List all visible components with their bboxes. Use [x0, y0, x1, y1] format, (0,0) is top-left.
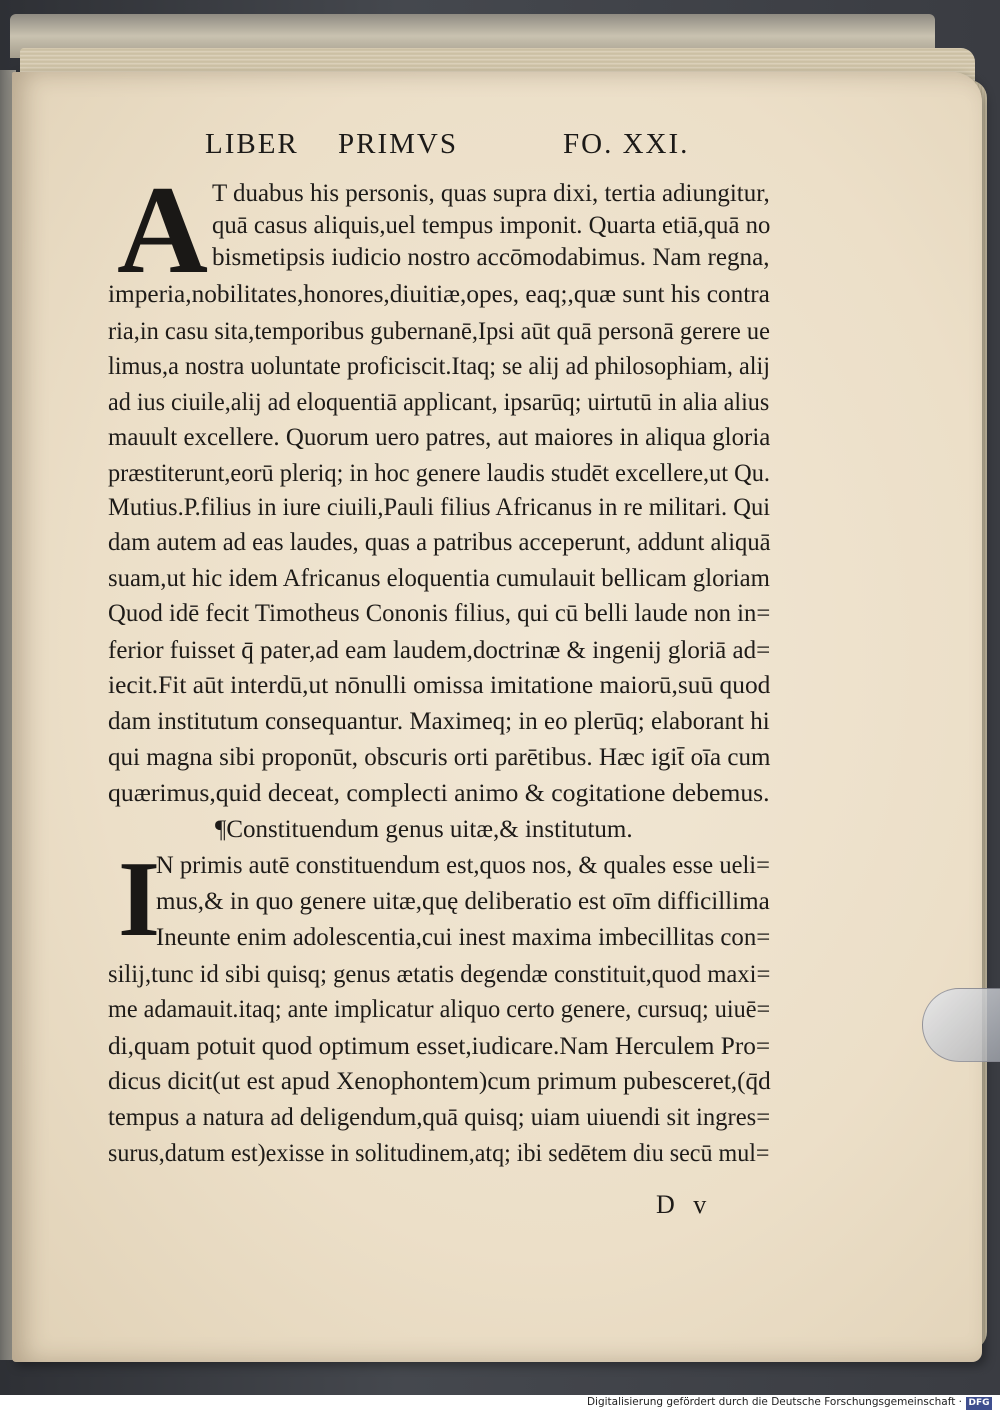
- text-line: dam autem ad eas laudes, quas a patribus acceperunt, addunt aliquā: [108, 529, 771, 556]
- text-line: iecit.Fit aūt interdū,ut nōnulli omissa imitatione maiorū,suū quod: [108, 672, 771, 699]
- text-line: qui magna sibi proponūt, obscuris orti parētibus. Hæc igit̄ oīa cum: [108, 744, 771, 771]
- text-line: N primis autē constituendum est,quos nos, & quales esse ueli=: [156, 852, 770, 879]
- text-line: limus,a nostra uoluntate proficiscit.Itaq; se alij ad philosophiam, alij: [108, 353, 771, 380]
- text-line: imperia,nobilitates,honores,diuitiæ,opes, eaq;,quæ sunt his contra: [108, 281, 770, 308]
- text-line: mauult excellere. Quorum uero patres, aut maiores in aliqua gloria: [108, 424, 771, 451]
- running-header: [205, 128, 715, 168]
- footer-bar: [0, 1395, 1000, 1413]
- signature-mark: D v: [656, 1190, 713, 1219]
- dfg-logo-icon: DFG: [966, 1397, 992, 1410]
- text-line: ad ius ciuile,alij ad eloquentiā applicant, ipsarūq; uirtutū in alia alius: [108, 389, 770, 416]
- drop-initial-i: I: [118, 840, 161, 959]
- text-line: Quod idē fecit Timotheus Cononis filius, qui cū belli laude non in=: [108, 600, 771, 627]
- drop-initial-a: A: [117, 161, 208, 300]
- text-line: mus,& in quo genere uitæ,quę deliberatio est oīm difficillima: [156, 888, 770, 915]
- text-line: surus,datum est)exisse in solitudinem,atq; ibi sedētem diu secū mul=: [108, 1140, 770, 1167]
- section-heading: ¶Constituendum genus uitæ,& institutum.: [215, 816, 633, 843]
- text-line: suam,ut hic idem Africanus eloquentia cumulauit bellicam gloriam: [108, 565, 770, 592]
- text-line: T duabus his personis, quas supra dixi, tertia adiungitur,: [212, 180, 770, 207]
- text-line: præstiterunt,eorū pleriq; in hoc genere laudis studēt excellere,ut Qu.: [108, 460, 770, 487]
- text-line: quā casus aliquis,uel tempus imponit. Quarta etiā,quā no: [212, 212, 771, 239]
- text-line: silij,tunc id sibi quisq; genus ætatis degendæ constituit,quod maxi=: [108, 961, 771, 988]
- text-line: tempus a natura ad deligendum,quā quisq; uiam uiuendi sit ingres=: [108, 1104, 771, 1131]
- text-line: di,quam potuit quod optimum esset,iudicare.Nam Herculem Pro=: [108, 1033, 771, 1060]
- text-line: bismetipsis iudicio nostro accōmodabimus. Nam regna,: [212, 244, 770, 271]
- text-line: ferior fuisset q̄ pater,ad eam laudem,doctrinæ & ingenij gloriā ad=: [108, 637, 771, 664]
- header-book: LIBER: [205, 128, 299, 160]
- text-line: Mutius.P.filius in iure ciuili,Pauli filius Africanus in re militari. Qui: [108, 494, 771, 521]
- text-line: dicus dicit(ut est apud Xenophontem)cum primum pubesceret,(q̄d: [108, 1068, 771, 1095]
- text-line: Ineunte enim adolescentia,cui inest maxima imbecillitas con=: [156, 924, 771, 951]
- text-line: ria,in casu sita,temporibus gubernanē,Ipsi aūt quā personā gerere ue: [108, 318, 770, 345]
- funding-notice: Digitalisierung gefördert durch die Deutsche Forschungsgemeinschaft ·: [586, 1396, 962, 1408]
- text-line: quærimus,quid deceat, complecti animo & cogitatione debemus.: [108, 780, 770, 807]
- header-primus: PRIMVS: [338, 128, 458, 160]
- text-line: me adamauit.itaq; ante implicatur aliquo certo genere, cursuq; uiuē=: [108, 996, 771, 1023]
- folio-number: FO. XXI.: [563, 128, 690, 160]
- text-line: dam institutum consequantur. Maximeq; in eo plerūq; elaborant hi: [108, 708, 770, 735]
- page-clip: [922, 988, 1000, 1062]
